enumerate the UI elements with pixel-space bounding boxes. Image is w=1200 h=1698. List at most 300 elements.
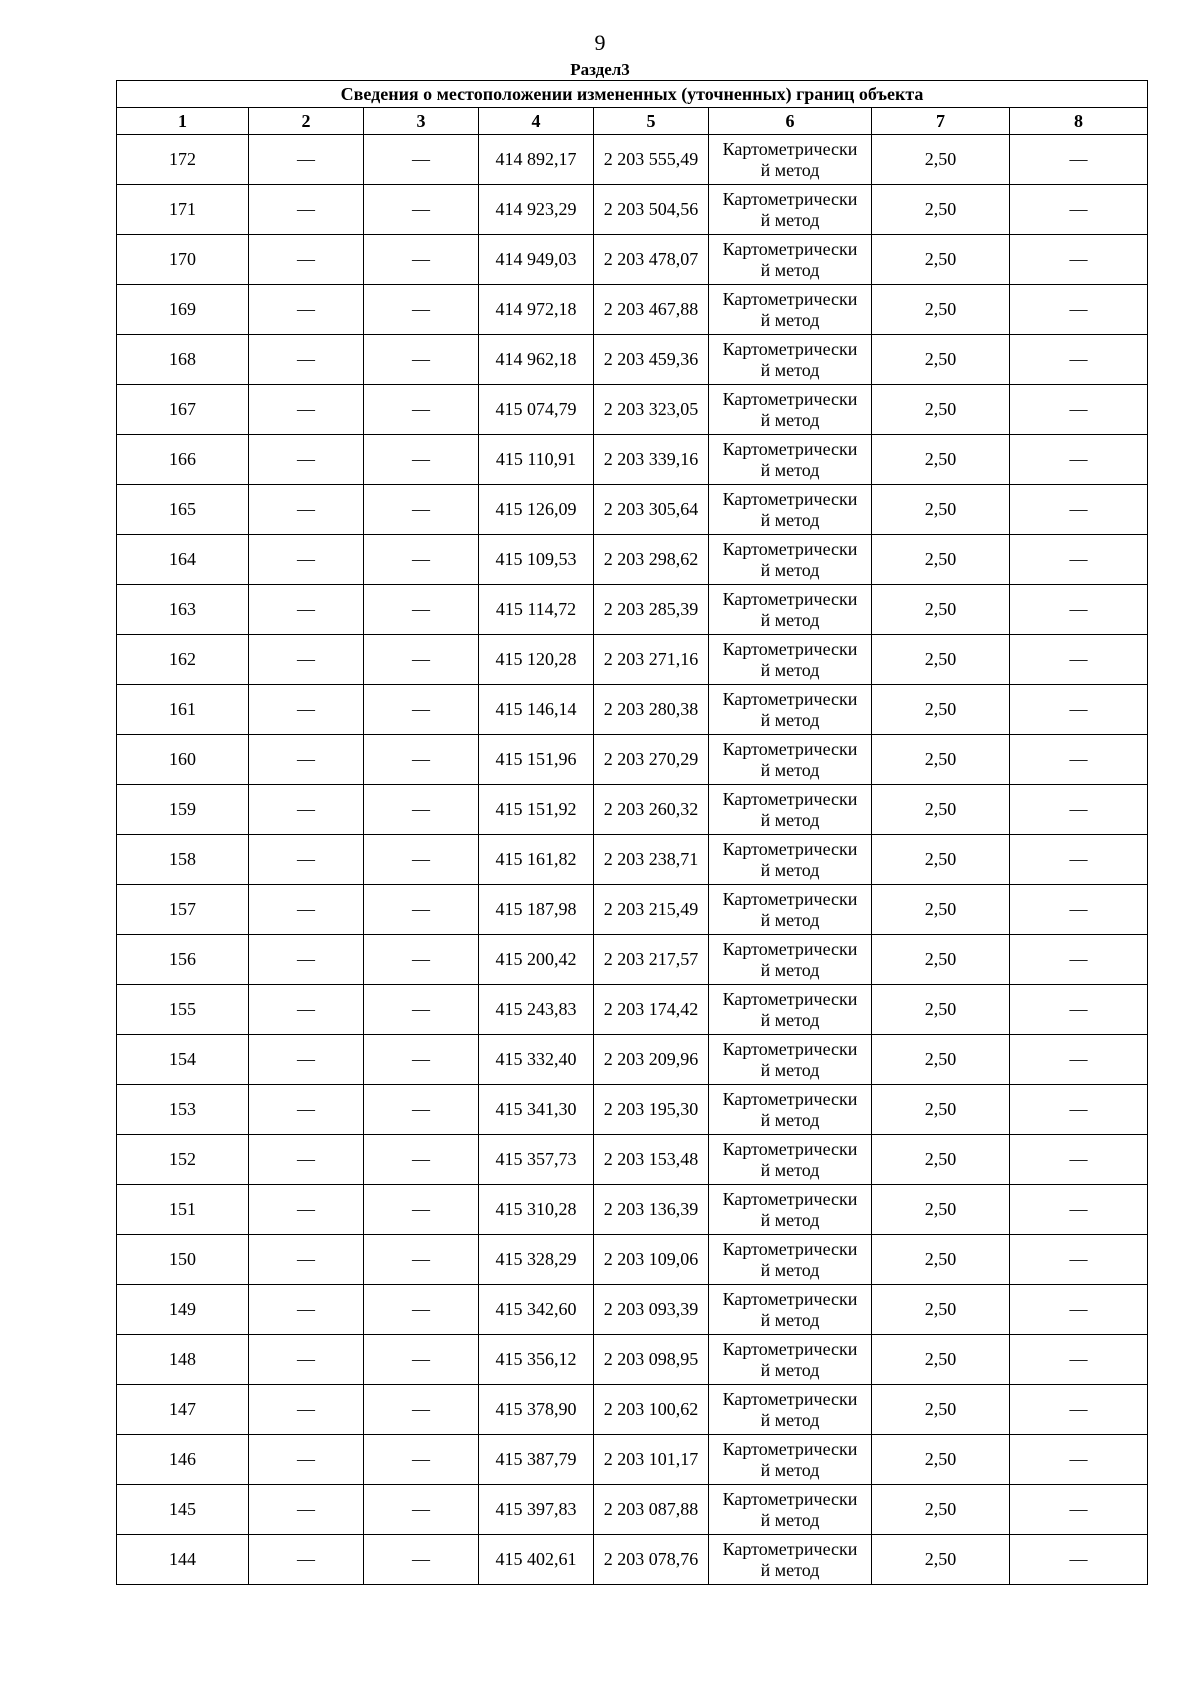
empty-cell: — [1010, 1385, 1148, 1435]
method-text-line: й метод [760, 359, 820, 380]
empty-cell: — [364, 1035, 479, 1085]
empty-cell: — [364, 1135, 479, 1185]
y-coordinate-cell: 2 203 305,64 [594, 485, 709, 535]
empty-cell: — [1010, 485, 1148, 535]
empty-cell: — [364, 935, 479, 985]
point-number-cell: 160 [117, 735, 249, 785]
empty-cell: — [364, 885, 479, 935]
accuracy-cell: 2,50 [872, 1235, 1010, 1285]
accuracy-cell: 2,50 [872, 285, 1010, 335]
method-text-line: Картометрически [722, 788, 858, 809]
table-row [117, 935, 1148, 985]
empty-cell: — [249, 385, 364, 435]
point-number-cell: 170 [117, 235, 249, 285]
empty-cell: — [249, 435, 364, 485]
empty-cell: — [249, 1435, 364, 1485]
accuracy-cell: 2,50 [872, 635, 1010, 685]
method-cell [709, 385, 872, 435]
section-label: Раздел3 [570, 60, 630, 79]
empty-cell: — [1010, 985, 1148, 1035]
point-number-cell: 151 [117, 1185, 249, 1235]
empty-cell: — [1010, 535, 1148, 585]
y-coordinate-cell: 2 203 087,88 [594, 1485, 709, 1535]
method-cell [709, 1035, 872, 1085]
empty-cell: — [1010, 785, 1148, 835]
point-number-cell: 152 [117, 1135, 249, 1185]
method-text-line: Картометрически [722, 988, 858, 1009]
coordinates-table [116, 80, 1148, 1585]
method-text-line: Картометрически [722, 888, 858, 909]
x-coordinate-cell: 415 126,09 [479, 485, 594, 535]
x-coordinate-cell: 414 962,18 [479, 335, 594, 385]
x-coordinate-cell: 414 972,18 [479, 285, 594, 335]
accuracy-cell: 2,50 [872, 785, 1010, 835]
page-number: 9 [594, 30, 606, 55]
method-text-line: й метод [760, 1009, 820, 1030]
x-coordinate-cell: 415 200,42 [479, 935, 594, 985]
point-number-cell: 150 [117, 1235, 249, 1285]
empty-cell: — [1010, 1285, 1148, 1335]
empty-cell: — [249, 635, 364, 685]
y-coordinate-cell: 2 203 467,88 [594, 285, 709, 335]
point-number-cell: 144 [117, 1535, 249, 1585]
method-text-line: Картометрически [722, 638, 858, 659]
method-cell [709, 1385, 872, 1435]
method-cell [709, 1135, 872, 1185]
method-text-line: й метод [760, 1559, 820, 1580]
method-text-line: Картометрически [722, 538, 858, 559]
method-text-line: й метод [760, 409, 820, 430]
empty-cell: — [1010, 685, 1148, 735]
point-number-cell: 148 [117, 1335, 249, 1385]
table-row [117, 1385, 1148, 1435]
table-row [117, 1035, 1148, 1085]
accuracy-cell: 2,50 [872, 835, 1010, 885]
method-text-line: й метод [760, 559, 820, 580]
method-cell [709, 235, 872, 285]
point-number-cell: 169 [117, 285, 249, 335]
point-number-cell: 168 [117, 335, 249, 385]
method-text-line: й метод [760, 709, 820, 730]
method-cell [709, 285, 872, 335]
table-row [117, 1335, 1148, 1385]
y-coordinate-cell: 2 203 459,36 [594, 335, 709, 385]
empty-cell: — [249, 785, 364, 835]
method-text-line: й метод [760, 659, 820, 680]
method-cell [709, 1535, 872, 1585]
method-cell [709, 1185, 872, 1235]
empty-cell: — [249, 735, 364, 785]
empty-cell: — [249, 1385, 364, 1435]
empty-cell: — [1010, 1035, 1148, 1085]
table-row [117, 685, 1148, 735]
table-body [117, 135, 1148, 1585]
method-text-line: й метод [760, 1259, 820, 1280]
empty-cell: — [364, 385, 479, 435]
y-coordinate-cell: 2 203 504,56 [594, 185, 709, 235]
y-coordinate-cell: 2 203 093,39 [594, 1285, 709, 1335]
method-cell [709, 885, 872, 935]
method-text-line: й метод [760, 1359, 820, 1380]
y-coordinate-cell: 2 203 217,57 [594, 935, 709, 985]
empty-cell: — [1010, 435, 1148, 485]
method-cell [709, 185, 872, 235]
empty-cell: — [364, 235, 479, 285]
table-row [117, 1435, 1148, 1485]
table-row [117, 985, 1148, 1035]
accuracy-cell: 2,50 [872, 885, 1010, 935]
empty-cell: — [364, 1235, 479, 1285]
method-text-line: Картометрически [722, 1488, 858, 1509]
x-coordinate-cell: 415 120,28 [479, 635, 594, 685]
table-row [117, 885, 1148, 935]
table-row [117, 735, 1148, 785]
x-coordinate-cell: 415 378,90 [479, 1385, 594, 1435]
empty-cell: — [364, 185, 479, 235]
method-text-line: Картометрически [722, 588, 858, 609]
empty-cell: — [364, 135, 479, 185]
accuracy-cell: 2,50 [872, 235, 1010, 285]
x-coordinate-cell: 415 356,12 [479, 1335, 594, 1385]
empty-cell: — [1010, 585, 1148, 635]
method-text-line: Картометрически [722, 1038, 858, 1059]
y-coordinate-cell: 2 203 260,32 [594, 785, 709, 835]
empty-cell: — [364, 1485, 479, 1535]
method-text-line: Картометрически [722, 138, 858, 159]
table-row [117, 585, 1148, 635]
y-coordinate-cell: 2 203 098,95 [594, 1335, 709, 1385]
method-text-line: Картометрически [722, 1538, 858, 1559]
empty-cell: — [364, 685, 479, 735]
method-text-line: й метод [760, 1059, 820, 1080]
x-coordinate-cell: 415 161,82 [479, 835, 594, 885]
table-row [117, 1285, 1148, 1335]
accuracy-cell: 2,50 [872, 335, 1010, 385]
empty-cell: — [249, 1185, 364, 1235]
method-text-line: й метод [760, 759, 820, 780]
point-number-cell: 167 [117, 385, 249, 435]
accuracy-cell: 2,50 [872, 435, 1010, 485]
method-text-line: й метод [760, 909, 820, 930]
empty-cell: — [364, 635, 479, 685]
empty-cell: — [249, 1485, 364, 1535]
empty-cell: — [1010, 935, 1148, 985]
empty-cell: — [1010, 835, 1148, 885]
method-text-line: Картометрически [722, 438, 858, 459]
y-coordinate-cell: 2 203 270,29 [594, 735, 709, 785]
x-coordinate-cell: 415 402,61 [479, 1535, 594, 1585]
y-coordinate-cell: 2 203 209,96 [594, 1035, 709, 1085]
empty-cell: — [1010, 1135, 1148, 1185]
empty-cell: — [249, 535, 364, 585]
point-number-cell: 162 [117, 635, 249, 685]
point-number-cell: 146 [117, 1435, 249, 1485]
empty-cell: — [1010, 135, 1148, 185]
method-text-line: й метод [760, 1459, 820, 1480]
table-row [117, 1235, 1148, 1285]
accuracy-cell: 2,50 [872, 685, 1010, 735]
method-cell [709, 1085, 872, 1135]
point-number-cell: 165 [117, 485, 249, 535]
accuracy-cell: 2,50 [872, 1085, 1010, 1135]
empty-cell: — [249, 135, 364, 185]
empty-cell: — [364, 785, 479, 835]
x-coordinate-cell: 415 110,91 [479, 435, 594, 485]
y-coordinate-cell: 2 203 174,42 [594, 985, 709, 1035]
x-coordinate-cell: 415 151,92 [479, 785, 594, 835]
point-number-cell: 147 [117, 1385, 249, 1435]
empty-cell: — [1010, 1435, 1148, 1485]
y-coordinate-cell: 2 203 478,07 [594, 235, 709, 285]
method-cell [709, 1485, 872, 1535]
empty-cell: — [249, 835, 364, 885]
table-row [117, 835, 1148, 885]
empty-cell: — [364, 735, 479, 785]
method-text-line: Картометрически [722, 488, 858, 509]
empty-cell: — [249, 935, 364, 985]
x-coordinate-cell: 415 187,98 [479, 885, 594, 935]
empty-cell: — [364, 1535, 479, 1585]
method-text-line: Картометрически [722, 388, 858, 409]
x-coordinate-cell: 415 387,79 [479, 1435, 594, 1485]
accuracy-cell: 2,50 [872, 1335, 1010, 1385]
y-coordinate-cell: 2 203 136,39 [594, 1185, 709, 1235]
table-row [117, 635, 1148, 685]
accuracy-cell: 2,50 [872, 1285, 1010, 1335]
empty-cell: — [1010, 285, 1148, 335]
method-cell [709, 335, 872, 385]
method-cell [709, 1335, 872, 1385]
x-coordinate-cell: 415 074,79 [479, 385, 594, 435]
empty-cell: — [364, 585, 479, 635]
y-coordinate-cell: 2 203 339,16 [594, 435, 709, 485]
empty-cell: — [364, 485, 479, 535]
point-number-cell: 155 [117, 985, 249, 1035]
empty-cell: — [249, 585, 364, 635]
method-cell [709, 435, 872, 485]
point-number-cell: 156 [117, 935, 249, 985]
method-cell [709, 535, 872, 585]
empty-cell: — [364, 1085, 479, 1135]
accuracy-cell: 2,50 [872, 1135, 1010, 1185]
method-text-line: Картометрически [722, 1188, 858, 1209]
y-coordinate-cell: 2 203 109,06 [594, 1235, 709, 1285]
point-number-cell: 157 [117, 885, 249, 935]
accuracy-cell: 2,50 [872, 1035, 1010, 1085]
empty-cell: — [364, 1335, 479, 1385]
y-coordinate-cell: 2 203 153,48 [594, 1135, 709, 1185]
method-text-line: й метод [760, 809, 820, 830]
empty-cell: — [1010, 1185, 1148, 1235]
empty-cell: — [1010, 185, 1148, 235]
empty-cell: — [249, 285, 364, 335]
method-text-line: Картометрически [722, 188, 858, 209]
empty-cell: — [249, 185, 364, 235]
x-coordinate-cell: 415 341,30 [479, 1085, 594, 1135]
method-text-line: Картометрически [722, 338, 858, 359]
method-text-line: Картометрически [722, 288, 858, 309]
empty-cell: — [364, 285, 479, 335]
method-text-line: Картометрически [722, 1238, 858, 1259]
method-cell [709, 1285, 872, 1335]
method-text-line: Картометрически [722, 1388, 858, 1409]
table-row [117, 485, 1148, 535]
y-coordinate-cell: 2 203 101,17 [594, 1435, 709, 1485]
empty-cell: — [1010, 635, 1148, 685]
x-coordinate-cell: 415 342,60 [479, 1285, 594, 1335]
table-row [117, 785, 1148, 835]
method-text-line: й метод [760, 859, 820, 880]
accuracy-cell: 2,50 [872, 185, 1010, 235]
empty-cell: — [1010, 385, 1148, 435]
method-text-line: Картометрически [722, 1138, 858, 1159]
method-text-line: Картометрически [722, 688, 858, 709]
method-text-line: й метод [760, 959, 820, 980]
table-row [117, 135, 1148, 185]
x-coordinate-cell: 415 243,83 [479, 985, 594, 1035]
empty-cell: — [364, 985, 479, 1035]
table-row [117, 535, 1148, 585]
y-coordinate-cell: 2 203 078,76 [594, 1535, 709, 1585]
method-cell [709, 935, 872, 985]
empty-cell: — [364, 835, 479, 885]
empty-cell: — [249, 1235, 364, 1285]
method-text-line: Картометрически [722, 1438, 858, 1459]
empty-cell: — [249, 1535, 364, 1585]
method-text-line: й метод [760, 509, 820, 530]
empty-cell: — [1010, 735, 1148, 785]
empty-cell: — [249, 1335, 364, 1385]
accuracy-cell: 2,50 [872, 1535, 1010, 1585]
x-coordinate-cell: 414 892,17 [479, 135, 594, 185]
column-number: 3 [364, 108, 479, 135]
method-cell [709, 135, 872, 185]
method-cell [709, 485, 872, 535]
column-number: 2 [249, 108, 364, 135]
y-coordinate-cell: 2 203 238,71 [594, 835, 709, 885]
empty-cell: — [364, 1435, 479, 1485]
empty-cell: — [249, 1035, 364, 1085]
table-row [117, 1185, 1148, 1235]
point-number-cell: 164 [117, 535, 249, 585]
point-number-cell: 153 [117, 1085, 249, 1135]
accuracy-cell: 2,50 [872, 1435, 1010, 1485]
table-row [117, 385, 1148, 435]
empty-cell: — [1010, 1485, 1148, 1535]
empty-cell: — [1010, 235, 1148, 285]
table-row [117, 335, 1148, 385]
accuracy-cell: 2,50 [872, 935, 1010, 985]
x-coordinate-cell: 415 397,83 [479, 1485, 594, 1535]
empty-cell: — [364, 335, 479, 385]
method-text-line: й метод [760, 259, 820, 280]
method-cell [709, 835, 872, 885]
accuracy-cell: 2,50 [872, 135, 1010, 185]
accuracy-cell: 2,50 [872, 1385, 1010, 1435]
y-coordinate-cell: 2 203 195,30 [594, 1085, 709, 1135]
method-text-line: й метод [760, 1159, 820, 1180]
method-text-line: й метод [760, 209, 820, 230]
method-cell [709, 1435, 872, 1485]
point-number-cell: 161 [117, 685, 249, 735]
column-number: 7 [872, 108, 1010, 135]
method-text-line: й метод [760, 1209, 820, 1230]
method-text-line: й метод [760, 1409, 820, 1430]
method-text-line: Картометрически [722, 1338, 858, 1359]
empty-cell: — [364, 1185, 479, 1235]
x-coordinate-cell: 415 332,40 [479, 1035, 594, 1085]
point-number-cell: 159 [117, 785, 249, 835]
empty-cell: — [249, 1135, 364, 1185]
table-row [117, 235, 1148, 285]
empty-cell: — [1010, 1535, 1148, 1585]
empty-cell: — [364, 1385, 479, 1435]
accuracy-cell: 2,50 [872, 535, 1010, 585]
table-caption-row [117, 81, 1148, 108]
point-number-cell: 171 [117, 185, 249, 235]
table-row [117, 1535, 1148, 1585]
point-number-cell: 145 [117, 1485, 249, 1535]
point-number-cell: 158 [117, 835, 249, 885]
table-row [117, 285, 1148, 335]
x-coordinate-cell: 415 109,53 [479, 535, 594, 585]
empty-cell: — [249, 685, 364, 735]
x-coordinate-cell: 415 328,29 [479, 1235, 594, 1285]
method-text-line: Картометрически [722, 738, 858, 759]
y-coordinate-cell: 2 203 271,16 [594, 635, 709, 685]
table-row [117, 185, 1148, 235]
empty-cell: — [1010, 1235, 1148, 1285]
method-text-line: й метод [760, 609, 820, 630]
empty-cell: — [1010, 1085, 1148, 1135]
accuracy-cell: 2,50 [872, 485, 1010, 535]
method-text-line: Картометрически [722, 838, 858, 859]
table-caption: Сведения о местоположении измененных (уточненных) границ объекта [117, 81, 1148, 108]
table-row [117, 1135, 1148, 1185]
x-coordinate-cell: 414 949,03 [479, 235, 594, 285]
point-number-cell: 166 [117, 435, 249, 485]
method-cell [709, 735, 872, 785]
accuracy-cell: 2,50 [872, 1185, 1010, 1235]
x-coordinate-cell: 415 357,73 [479, 1135, 594, 1185]
point-number-cell: 154 [117, 1035, 249, 1085]
empty-cell: — [249, 485, 364, 535]
column-number-row [117, 108, 1148, 135]
empty-cell: — [249, 1285, 364, 1335]
empty-cell: — [249, 335, 364, 385]
table-row [117, 1485, 1148, 1535]
method-text-line: й метод [760, 1509, 820, 1530]
column-number: 4 [479, 108, 594, 135]
y-coordinate-cell: 2 203 323,05 [594, 385, 709, 435]
empty-cell: — [249, 1085, 364, 1135]
accuracy-cell: 2,50 [872, 385, 1010, 435]
method-text-line: Картометрически [722, 938, 858, 959]
method-text-line: й метод [760, 1309, 820, 1330]
column-number: 1 [117, 108, 249, 135]
method-text-line: Картометрически [722, 1288, 858, 1309]
column-number: 5 [594, 108, 709, 135]
empty-cell: — [364, 535, 479, 585]
y-coordinate-cell: 2 203 555,49 [594, 135, 709, 185]
empty-cell: — [364, 1285, 479, 1335]
method-cell [709, 785, 872, 835]
method-cell [709, 635, 872, 685]
empty-cell: — [1010, 1335, 1148, 1385]
x-coordinate-cell: 415 114,72 [479, 585, 594, 635]
method-cell [709, 1235, 872, 1285]
x-coordinate-cell: 415 146,14 [479, 685, 594, 735]
